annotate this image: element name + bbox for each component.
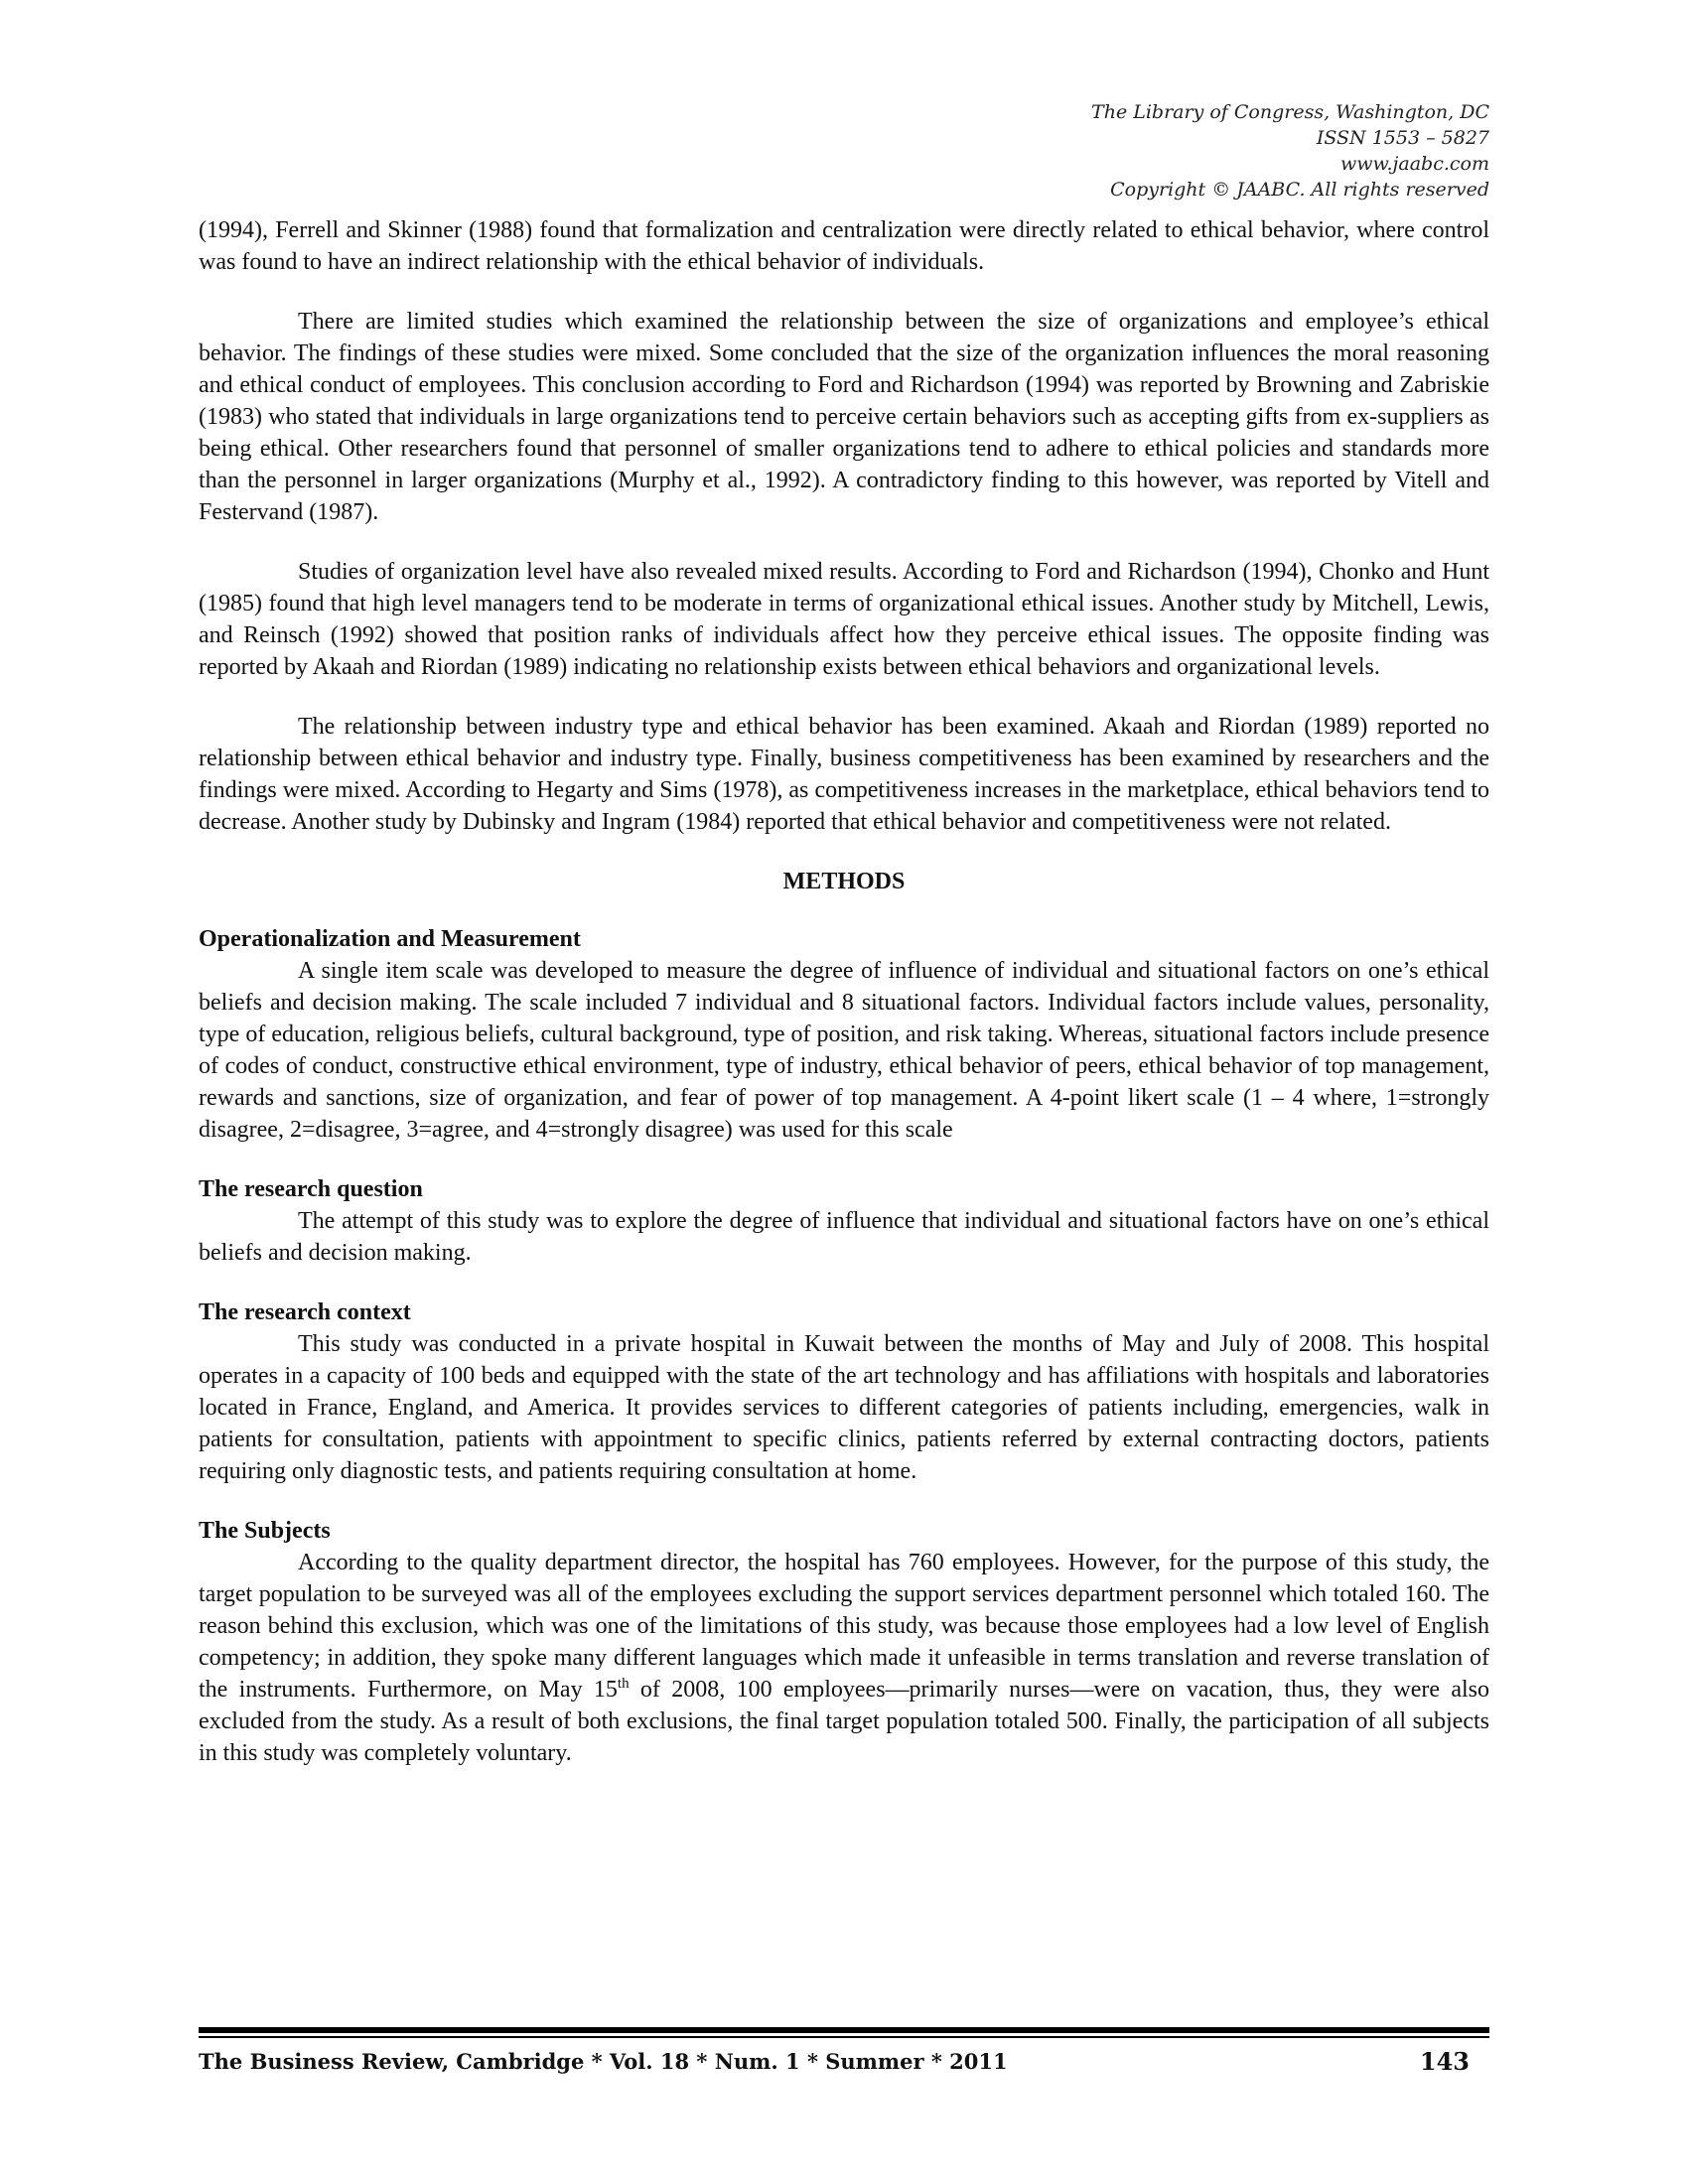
- footer-rule-thick: [199, 2027, 1489, 2033]
- subheading-research-question: The research question: [199, 1176, 423, 1202]
- article-body: [199, 214, 1489, 1769]
- footer-journal-citation: The Business Review, Cambridge * Vol. 18 * Num. 1 * Summer * 2011: [199, 2049, 1008, 2074]
- ordinal-superscript: th: [617, 1676, 630, 1692]
- header-website: www.jaabc.com: [1339, 153, 1489, 175]
- paragraph-research-question: The attempt of this study was to explore the degree of influence that individual and situational factors have on one’s ethical beliefs and decision making.: [199, 1208, 1489, 1266]
- subheading-operationalization: Operationalization and Measurement: [199, 926, 581, 952]
- subheading-subjects: The Subjects: [199, 1518, 331, 1544]
- subjects-text-part2: of 2008, 100 employees—primarily nurses—were on vacation, thus, they were also excluded from the study. As a result of both exclusions, the final target population totaled 500. Finally, the participation of all subjects in this study was completely voluntary.: [199, 1677, 1489, 1766]
- subheading-research-context: The research context: [199, 1299, 411, 1325]
- header-copyright: Copyright © JAABC. All rights reserved: [1110, 179, 1489, 201]
- footer-rule-thin: [199, 2036, 1489, 2038]
- page-number: 143: [1419, 2047, 1470, 2076]
- subjects-text-part1: According to the quality department director, the hospital has 760 employees. However, for the purpose of this study, the target population to be surveyed was all of the employees excluding the support services department personnel which totaled 160. The reason behind this exclusion, which was one of the limitations of this study, was because those employees had a low level of English competency; in addition, they spoke many different languages which made it unfeasible in terms translation and reverse translation of the instruments. Furthermore, on May 15: [199, 1550, 1489, 1703]
- paragraph-research-context: This study was conducted in a private hospital in Kuwait between the months of May and July of 2008. This hospital operates in a capacity of 100 beds and equipped with the state of the art technology and has affiliations with hospitals and laboratories located in France, England, and America. It provides services to different categories of patients including, emergencies, walk in patients for consultation, patients with appointment to specific clinics, patients referred by external contracting doctors, patients requiring only diagnostic tests, and patients requiring consultation at home.: [199, 1331, 1489, 1484]
- paragraph-operationalization: A single item scale was developed to measure the degree of influence of individual and situational factors on one’s ethical beliefs and decision making. The scale included 7 individual and 8 situational factors. Individual factors include values, personality, type of education, religious beliefs, cultural background, type of position, and risk taking. Whereas, situational factors include presence of codes of conduct, constructive ethical environment, type of industry, ethical behavior of peers, ethical behavior of top management, rewards and sanctions, size of organization, and fear of power of top management. A 4-point likert scale (1 – 4 where, 1=strongly disagree, 2=disagree, 3=agree, and 4=strongly disagree) was used for this scale: [199, 958, 1489, 1143]
- paragraph-organization-level: Studies of organization level have also revealed mixed results. According to Ford and Richardson (1994), Chonko and Hunt (1985) found that high level managers tend to be moderate in terms of organizational ethical issues. Another study by Mitchell, Lewis, and Reinsch (1992) showed that position ranks of individuals affect how they perceive ethical issues. The opposite finding was reported by Akaah and Riordan (1989) indicating no relationship exists between ethical behaviors and organizational levels.: [199, 559, 1489, 680]
- header-library: The Library of Congress, Washington, DC: [1091, 101, 1489, 123]
- paragraph-organization-size: There are limited studies which examined the relationship between the size of organizations and employee’s ethical behavior. The findings of these studies were mixed. Some concluded that the size of the organization influences the moral reasoning and ethical conduct of employees. This conclusion according to Ford and Richardson (1994) was reported by Browning and Zabriskie (1983) who stated that individuals in large organizations tend to perceive certain behaviors such as accepting gifts from ex-suppliers as being ethical. Other researchers found that personnel of smaller organizations tend to adhere to ethical policies and standards more than the personnel in larger organizations (Murphy et al., 1992). A contradictory finding to this however, was reported by Vitell and Festervand (1987).: [199, 309, 1489, 525]
- paragraph-continued: (1994), Ferrell and Skinner (1988) found that formalization and centralization were directly related to ethical behavior, where control was found to have an indirect relationship with the ethical behavior of individuals.: [199, 217, 1489, 275]
- paragraph-subjects: [199, 1547, 1489, 1769]
- running-header: [794, 99, 1489, 203]
- paragraph-industry-type: The relationship between industry type and ethical behavior has been examined. Akaah and Riordan (1989) reported no relationship between ethical behavior and industry type. Finally, business competitiveness has been examined by researchers and the findings were mixed. According to Hegarty and Sims (1978), as competitiveness increases in the marketplace, ethical behaviors tend to decrease. Another study by Dubinsky and Ingram (1984) reported that ethical behavior and competitiveness were not related.: [199, 714, 1489, 835]
- section-title-methods: METHODS: [782, 869, 906, 894]
- header-issn: ISSN 1553 – 5827: [1316, 127, 1489, 149]
